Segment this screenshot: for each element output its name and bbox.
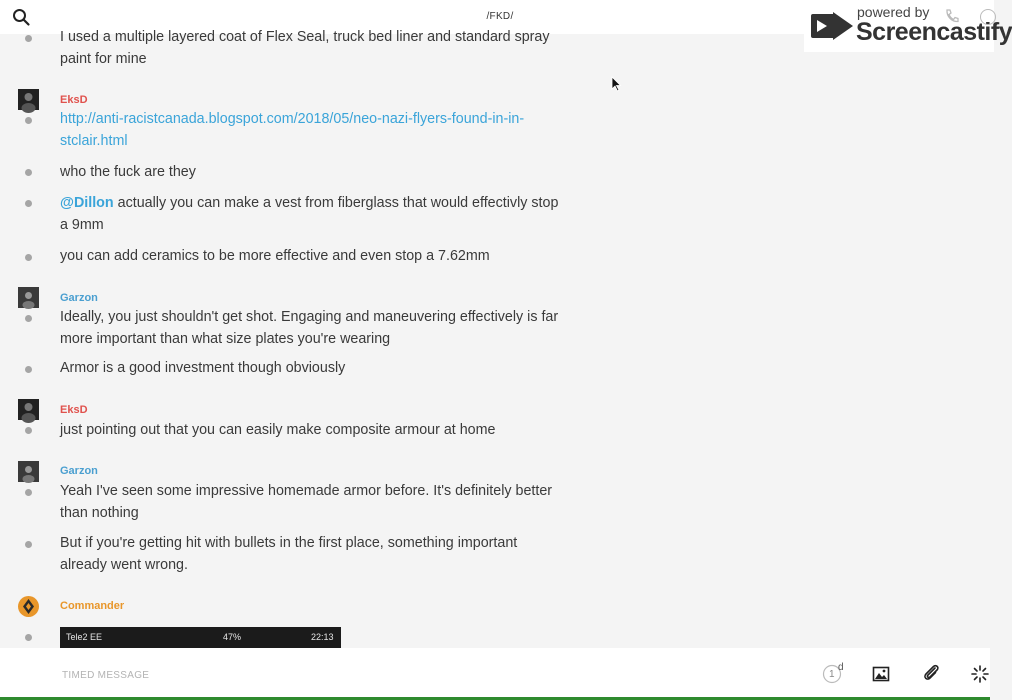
message-bullet: [25, 366, 32, 373]
phone-icon: [944, 8, 960, 24]
message-text: Ideally, you just shouldn't get shot. Engaging and maneuvering effectively is far more important than what size plates you're wearing: [60, 309, 559, 347]
message-bullet: [25, 117, 32, 124]
author-name[interactable]: EksD: [60, 404, 88, 416]
author-name[interactable]: EksD: [60, 94, 88, 106]
message-bullet: [25, 541, 32, 548]
screencastify-brand-text: Screencastify: [856, 18, 1012, 46]
message-text-body: actually you can make a vest from fiberglass that would effectivly stop a 9mm: [60, 195, 559, 233]
status-bar-battery: 47%: [223, 632, 242, 642]
status-bar-carrier: Tele2 EE: [66, 632, 103, 642]
timer-value: 1: [829, 669, 835, 680]
message-text: just pointing out that you can easily make composite armour at home: [60, 422, 496, 438]
avatar[interactable]: [18, 399, 39, 420]
image-attachment[interactable]: [60, 627, 341, 648]
mouse-cursor-icon: [612, 77, 622, 92]
channel-title: /FKD/: [486, 11, 514, 22]
message-composer: [0, 648, 990, 700]
author-name[interactable]: Garzon: [60, 465, 98, 477]
sparkle-icon[interactable]: [970, 664, 990, 684]
avatar[interactable]: [18, 596, 39, 617]
message-bullet: [25, 427, 32, 434]
message-text: [60, 193, 560, 236]
message-bullet: [25, 200, 32, 207]
message-bullet: [25, 489, 32, 496]
avatar[interactable]: [18, 89, 39, 110]
user-mention[interactable]: @Dillon: [60, 195, 114, 211]
image-icon[interactable]: [872, 665, 890, 683]
powered-by-text: powered by: [857, 4, 930, 20]
message-link[interactable]: http://anti-racistcanada.blogspot.com/2018/05/neo-nazi-flyers-found-in-in-stclair.html: [60, 111, 525, 149]
message-bullet: [25, 254, 32, 261]
message-text: But if you're getting hit with bullets in the first place, something important already went wrong.: [60, 535, 518, 573]
avatar[interactable]: [18, 461, 39, 482]
message-text: who the fuck are they: [60, 164, 196, 180]
timer-unit: d: [838, 662, 844, 673]
message-text: you can add ceramics to be more effective and even stop a 7.62mm: [60, 248, 490, 264]
info-icon: [980, 9, 996, 25]
avatar[interactable]: [18, 287, 39, 308]
message-bullet: [25, 35, 32, 42]
status-bar-time: 22:13: [311, 632, 334, 642]
author-name[interactable]: Garzon: [60, 292, 98, 304]
message-text: Yeah I've seen some impressive homemade armor before. It's definitely better than nothing: [60, 483, 553, 521]
message-input[interactable]: [60, 664, 564, 686]
message-text: I used a multiple layered coat of Flex Seal, truck bed liner and standard spray paint for mine: [60, 29, 550, 67]
paperclip-icon[interactable]: [921, 663, 941, 683]
message-bullet: [25, 169, 32, 176]
message-bullet: [25, 634, 32, 641]
message-bullet: [25, 315, 32, 322]
author-name[interactable]: Commander: [60, 600, 125, 612]
message-text: Armor is a good investment though obviously: [60, 360, 346, 376]
